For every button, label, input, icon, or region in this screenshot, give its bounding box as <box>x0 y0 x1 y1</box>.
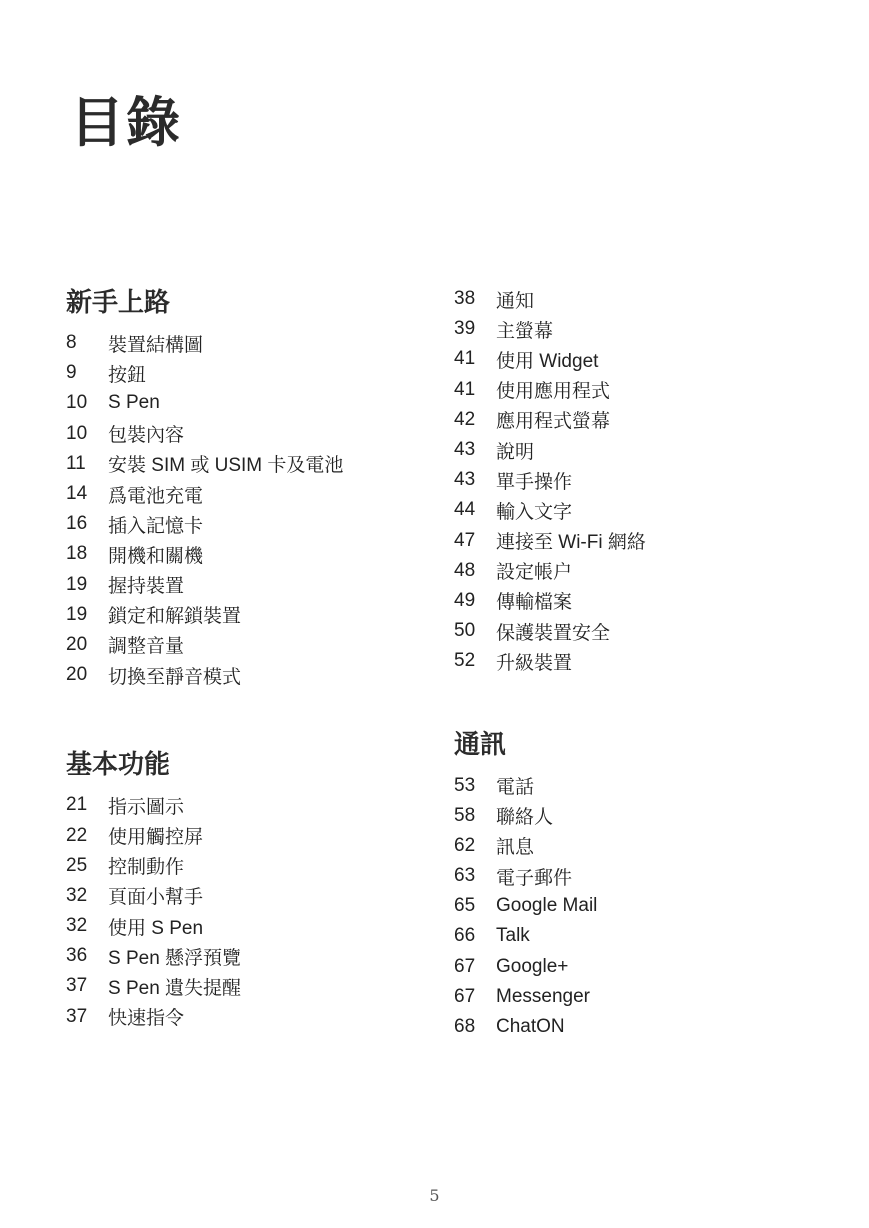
toc-entry-label: 聯絡人 <box>496 807 554 829</box>
toc-entry-page: 41 <box>454 348 476 370</box>
toc-entry-page: 32 <box>66 915 88 937</box>
toc-entry-page: 19 <box>66 573 88 595</box>
toc-entry[interactable] <box>66 358 446 388</box>
toc-entry[interactable] <box>66 328 446 358</box>
toc-entry-page: 67 <box>454 955 476 977</box>
toc-entry[interactable] <box>454 314 834 344</box>
section-heading-communication: 通訊 <box>454 729 507 760</box>
toc-entry-page: 32 <box>66 884 88 906</box>
toc-entry-page: 52 <box>454 650 476 672</box>
toc-entry-label: 輸入文字 <box>496 501 573 523</box>
toc-entry[interactable] <box>66 570 446 600</box>
toc-entry-label: 使用 S Pen <box>108 917 204 939</box>
toc-entry-label: 切換至靜音模式 <box>108 666 242 688</box>
toc-entry-page: 21 <box>66 794 88 816</box>
toc-entry[interactable] <box>454 646 834 676</box>
toc-entry-page: 39 <box>454 318 476 340</box>
toc-entry-label: 電話 <box>496 777 535 799</box>
toc-entry-label: 保護裝置安全 <box>496 622 611 644</box>
toc-entry-page: 65 <box>454 895 476 917</box>
toc-entry[interactable] <box>454 586 834 616</box>
toc-entry[interactable] <box>454 801 834 831</box>
toc-entry-page: 44 <box>454 499 476 521</box>
toc-entry-label: 升級裝置 <box>496 652 573 674</box>
toc-entry[interactable] <box>66 941 446 971</box>
toc-entry-label: Google Mail <box>496 895 598 917</box>
toc-entry-label: S Pen 遺失提醒 <box>108 977 242 999</box>
toc-entry-page: 38 <box>454 288 476 310</box>
toc-entry-page: 14 <box>66 483 88 505</box>
toc-list-getting-started <box>66 328 446 690</box>
toc-entry-label: 鎖定和解鎖裝置 <box>108 606 242 628</box>
toc-entry[interactable] <box>454 616 834 646</box>
toc-entry[interactable] <box>66 790 446 820</box>
toc-entry-label: 使用觸控屏 <box>108 827 204 849</box>
toc-entry-page: 63 <box>454 865 476 887</box>
toc-entry-page: 66 <box>454 925 476 947</box>
toc-entry-label: Messenger <box>496 985 590 1007</box>
toc-entry-page: 42 <box>454 408 476 430</box>
toc-entry[interactable] <box>454 861 834 891</box>
toc-entry-label: 電子郵件 <box>496 867 573 889</box>
toc-entry-label: 爲電池充電 <box>108 485 204 507</box>
toc-entry[interactable] <box>66 820 446 850</box>
toc-entry-page: 18 <box>66 543 88 565</box>
toc-left-column <box>66 286 446 1032</box>
toc-entry[interactable] <box>66 419 446 449</box>
toc-entry[interactable] <box>66 851 446 881</box>
toc-entry-label: 插入記憶卡 <box>108 515 204 537</box>
toc-entry[interactable] <box>454 344 834 374</box>
toc-entry[interactable] <box>66 539 446 569</box>
toc-entry[interactable] <box>454 495 834 525</box>
toc-entry[interactable] <box>66 911 446 941</box>
toc-list-basics <box>66 790 446 1032</box>
toc-entry-label: Talk <box>496 925 530 947</box>
toc-entry-page: 62 <box>454 834 476 856</box>
toc-entry-page: 9 <box>66 362 77 384</box>
section-heading-basics: 基本功能 <box>66 749 171 780</box>
toc-entry[interactable] <box>66 509 446 539</box>
toc-entry-page: 10 <box>66 422 88 444</box>
toc-entry[interactable] <box>454 891 834 921</box>
toc-entry-page: 20 <box>66 633 88 655</box>
toc-entry[interactable] <box>454 921 834 951</box>
toc-entry-page: 20 <box>66 664 88 686</box>
toc-entry-page: 48 <box>454 559 476 581</box>
toc-entry[interactable] <box>454 284 834 314</box>
toc-entry-label: 安裝 SIM 或 USIM 卡及電池 <box>108 455 344 477</box>
toc-list-basics-continued <box>454 284 834 676</box>
toc-entry[interactable] <box>66 1002 446 1032</box>
toc-entry-label: 使用應用程式 <box>496 381 611 403</box>
toc-entry[interactable] <box>454 465 834 495</box>
toc-entry[interactable] <box>66 660 446 690</box>
section-heading-getting-started: 新手上路 <box>66 287 171 317</box>
toc-entry-label: 使用 Widget <box>496 350 599 372</box>
toc-entry-page: 43 <box>454 469 476 491</box>
toc-entry-label: 連接至 Wi-Fi 網絡 <box>496 532 646 554</box>
toc-entry-page: 41 <box>454 378 476 400</box>
toc-entry[interactable] <box>454 556 834 586</box>
toc-entry-label: 傳輸檔案 <box>496 592 573 614</box>
page-title: 目錄 <box>70 93 182 153</box>
toc-entry-page: 8 <box>66 332 77 354</box>
toc-entry-page: 10 <box>66 392 88 414</box>
toc-entry-page: 19 <box>66 603 88 625</box>
toc-entry-page: 50 <box>454 620 476 642</box>
toc-entry-label: 包裝內容 <box>108 425 185 447</box>
toc-entry-page: 36 <box>66 945 88 967</box>
toc-entry[interactable] <box>454 952 834 982</box>
toc-entry-page: 68 <box>454 1016 476 1038</box>
toc-entry-label: 開機和關機 <box>108 545 204 567</box>
toc-entry-page: 16 <box>66 513 88 535</box>
toc-entry-page: 25 <box>66 854 88 876</box>
toc-entry-label: 裝置結構圖 <box>108 334 204 356</box>
toc-entry-page: 53 <box>454 774 476 796</box>
toc-entry-label: S Pen <box>108 392 160 414</box>
toc-entry-page: 67 <box>454 985 476 1007</box>
toc-entry-label: 快速指令 <box>108 1008 185 1030</box>
toc-entry[interactable] <box>454 405 834 435</box>
toc-entry-label: 指示圖示 <box>108 796 185 818</box>
toc-entry-label: 握持裝置 <box>108 576 185 598</box>
toc-entry-label: Google+ <box>496 955 569 977</box>
toc-entry[interactable] <box>454 831 834 861</box>
toc-entry-page: 47 <box>454 529 476 551</box>
toc-entry-label: 應用程式螢幕 <box>496 411 611 433</box>
toc-entry-label: 控制動作 <box>108 857 185 879</box>
page-number: 5 <box>429 1186 440 1205</box>
toc-right-column <box>454 284 834 1042</box>
toc-entry-label: 按鈕 <box>108 364 147 386</box>
toc-entry-page: 43 <box>454 439 476 461</box>
toc-entry-label: 頁面小幫手 <box>108 887 204 909</box>
toc-entry[interactable] <box>66 600 446 630</box>
toc-entry-label: S Pen 懸浮預覽 <box>108 947 242 969</box>
toc-entry-label: 設定帳户 <box>496 562 573 584</box>
toc-entry[interactable] <box>66 971 446 1001</box>
toc-list-communication <box>454 770 834 1042</box>
toc-entry[interactable] <box>66 630 446 660</box>
toc-entry[interactable] <box>454 1012 834 1042</box>
toc-entry-label: 單手操作 <box>496 471 573 493</box>
toc-entry[interactable] <box>66 881 446 911</box>
toc-entry-label: 說明 <box>496 441 535 463</box>
toc-entry-page: 58 <box>454 804 476 826</box>
toc-entry-page: 37 <box>66 975 88 997</box>
toc-entry-page: 22 <box>66 824 88 846</box>
toc-entry-page: 37 <box>66 1005 88 1027</box>
toc-entry[interactable] <box>454 770 834 800</box>
toc-entry-page: 11 <box>66 452 86 474</box>
toc-entry-label: 通知 <box>496 290 535 312</box>
toc-entry-label: 主螢幕 <box>496 320 554 342</box>
toc-entry[interactable] <box>66 388 446 418</box>
toc-entry[interactable] <box>454 982 834 1012</box>
toc-entry[interactable] <box>454 375 834 405</box>
toc-entry[interactable] <box>454 435 834 465</box>
toc-entry-label: 訊息 <box>496 837 535 859</box>
toc-entry-label: 調整音量 <box>108 636 185 658</box>
toc-entry-label: ChatON <box>496 1016 565 1038</box>
toc-entry[interactable] <box>66 479 446 509</box>
toc-entry[interactable] <box>454 526 834 556</box>
toc-entry-page: 49 <box>454 589 476 611</box>
toc-entry[interactable] <box>66 449 446 479</box>
